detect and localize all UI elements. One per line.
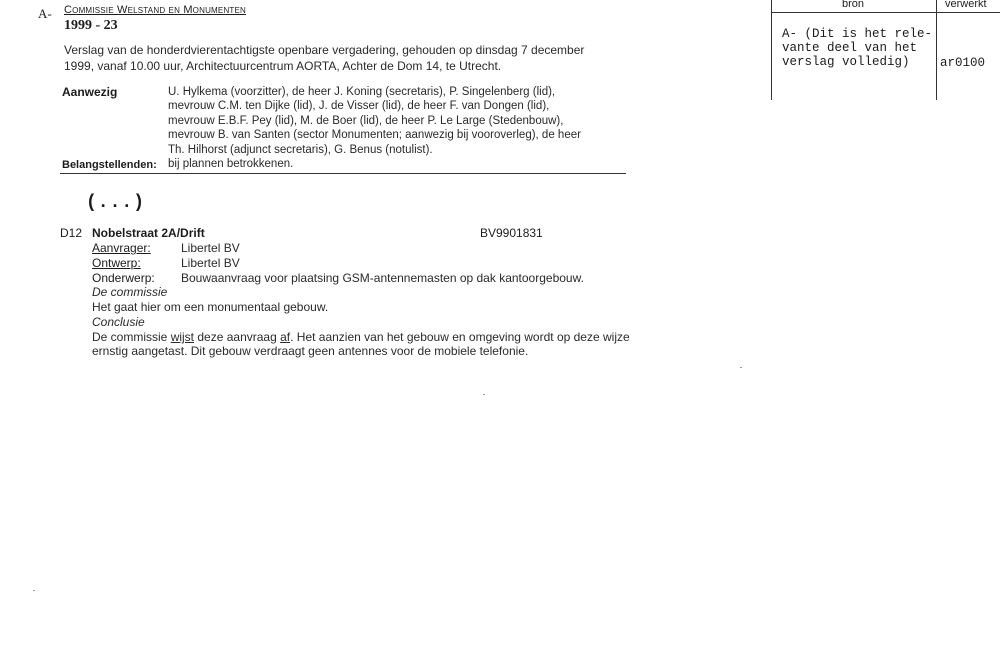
design-value: Libertel BV	[181, 256, 240, 270]
applicant-label: Aanvrager:	[92, 241, 151, 255]
subject-label: Onderwerp:	[92, 271, 155, 285]
organization-name: Commissie Welstand en Monumenten	[64, 4, 247, 16]
attendance-list	[168, 85, 581, 157]
attendance-line: Th. Hilhorst (adjunct secretaris), G. Benus (notulist).	[168, 143, 433, 156]
conclusion-text: . Het aanzien van het gebouw en omgeving wordt op deze wijze	[290, 330, 630, 344]
conclusion-emphasis: af	[280, 330, 291, 344]
scan-speck	[740, 367, 742, 368]
conclusion-heading: Conclusie	[92, 315, 145, 329]
item-title: Nobelstraat 2A/Drift	[92, 226, 205, 240]
attendance-line: mevrouw B. van Santen (sector Monumenten; aanwezig bij vooroverleg), de heer	[168, 129, 581, 142]
stakeholders-label: Belangstellenden:	[62, 159, 157, 171]
conclusion-emphasis: wijst	[170, 330, 195, 344]
applicant-value: Libertel BV	[181, 241, 240, 255]
conclusion-text: deze aanvraag	[194, 330, 281, 344]
stakeholders-text: bij plannen betrokkenen.	[168, 158, 294, 170]
commission-text: Het gaat hier om een monumentaal gebouw.	[92, 300, 329, 314]
section-divider	[60, 173, 626, 174]
conclusion-line-2: ernstig aangetast. Dit gebouw verdraagt geen antennes voor de mobiele telefonie.	[92, 344, 529, 358]
attendance-line: U. Hylkema (voorzitter), de heer J. Koning (secretaris), P. Singelenberg (lid),	[168, 86, 556, 98]
omission-mark: (...)	[86, 193, 146, 213]
source-note	[782, 27, 932, 69]
source-note-line: A- (Dit is het rele-	[782, 27, 933, 41]
conclusion-line-1	[92, 330, 630, 344]
design-label: Ontwerp:	[92, 256, 141, 270]
column-header-verwerkt: verwerkt	[945, 0, 987, 10]
attendance-label: Aanwezig	[62, 85, 118, 99]
commission-heading: De commissie	[92, 285, 168, 299]
intro-paragraph	[64, 42, 624, 74]
side-box-border	[771, 0, 772, 100]
document-number: 1999 - 23	[64, 18, 118, 33]
side-box-header-rule	[772, 12, 1000, 13]
scan-speck	[483, 394, 485, 395]
intro-line: 1999, vanaf 10.00 uur, Architectuurcentrum AORTA, Achter de Dom 14, te Utrecht.	[64, 59, 502, 73]
source-note-line: verslag volledig)	[782, 55, 910, 69]
stamp-mark: A-	[38, 6, 52, 21]
attendance-line: mevrouw E.B.F. Pey (lid), M. de Boer (lid), de heer P. Le Large (Stedenbouw),	[168, 114, 564, 127]
archive-code: ar0100	[940, 56, 986, 70]
source-note-line: vante deel van het	[782, 41, 918, 55]
scan-speck	[33, 590, 35, 591]
intro-line: Verslag van de honderdvierentachtigste openbare vergadering, gehouden op dinsdag 7 december	[64, 43, 585, 57]
item-reference: BV9901831	[480, 226, 543, 240]
column-header-bron: bron	[842, 0, 865, 10]
item-code: D12	[60, 226, 83, 240]
subject-value: Bouwaanvraag voor plaatsing GSM-antennemasten op dak kantoorgebouw.	[181, 271, 584, 285]
side-box-column-divider	[936, 0, 937, 100]
attendance-line: mevrouw C.M. ten Dijke (lid), J. de Visser (lid), de heer F. van Dongen (lid),	[168, 100, 550, 113]
conclusion-text: De commissie	[92, 330, 171, 344]
